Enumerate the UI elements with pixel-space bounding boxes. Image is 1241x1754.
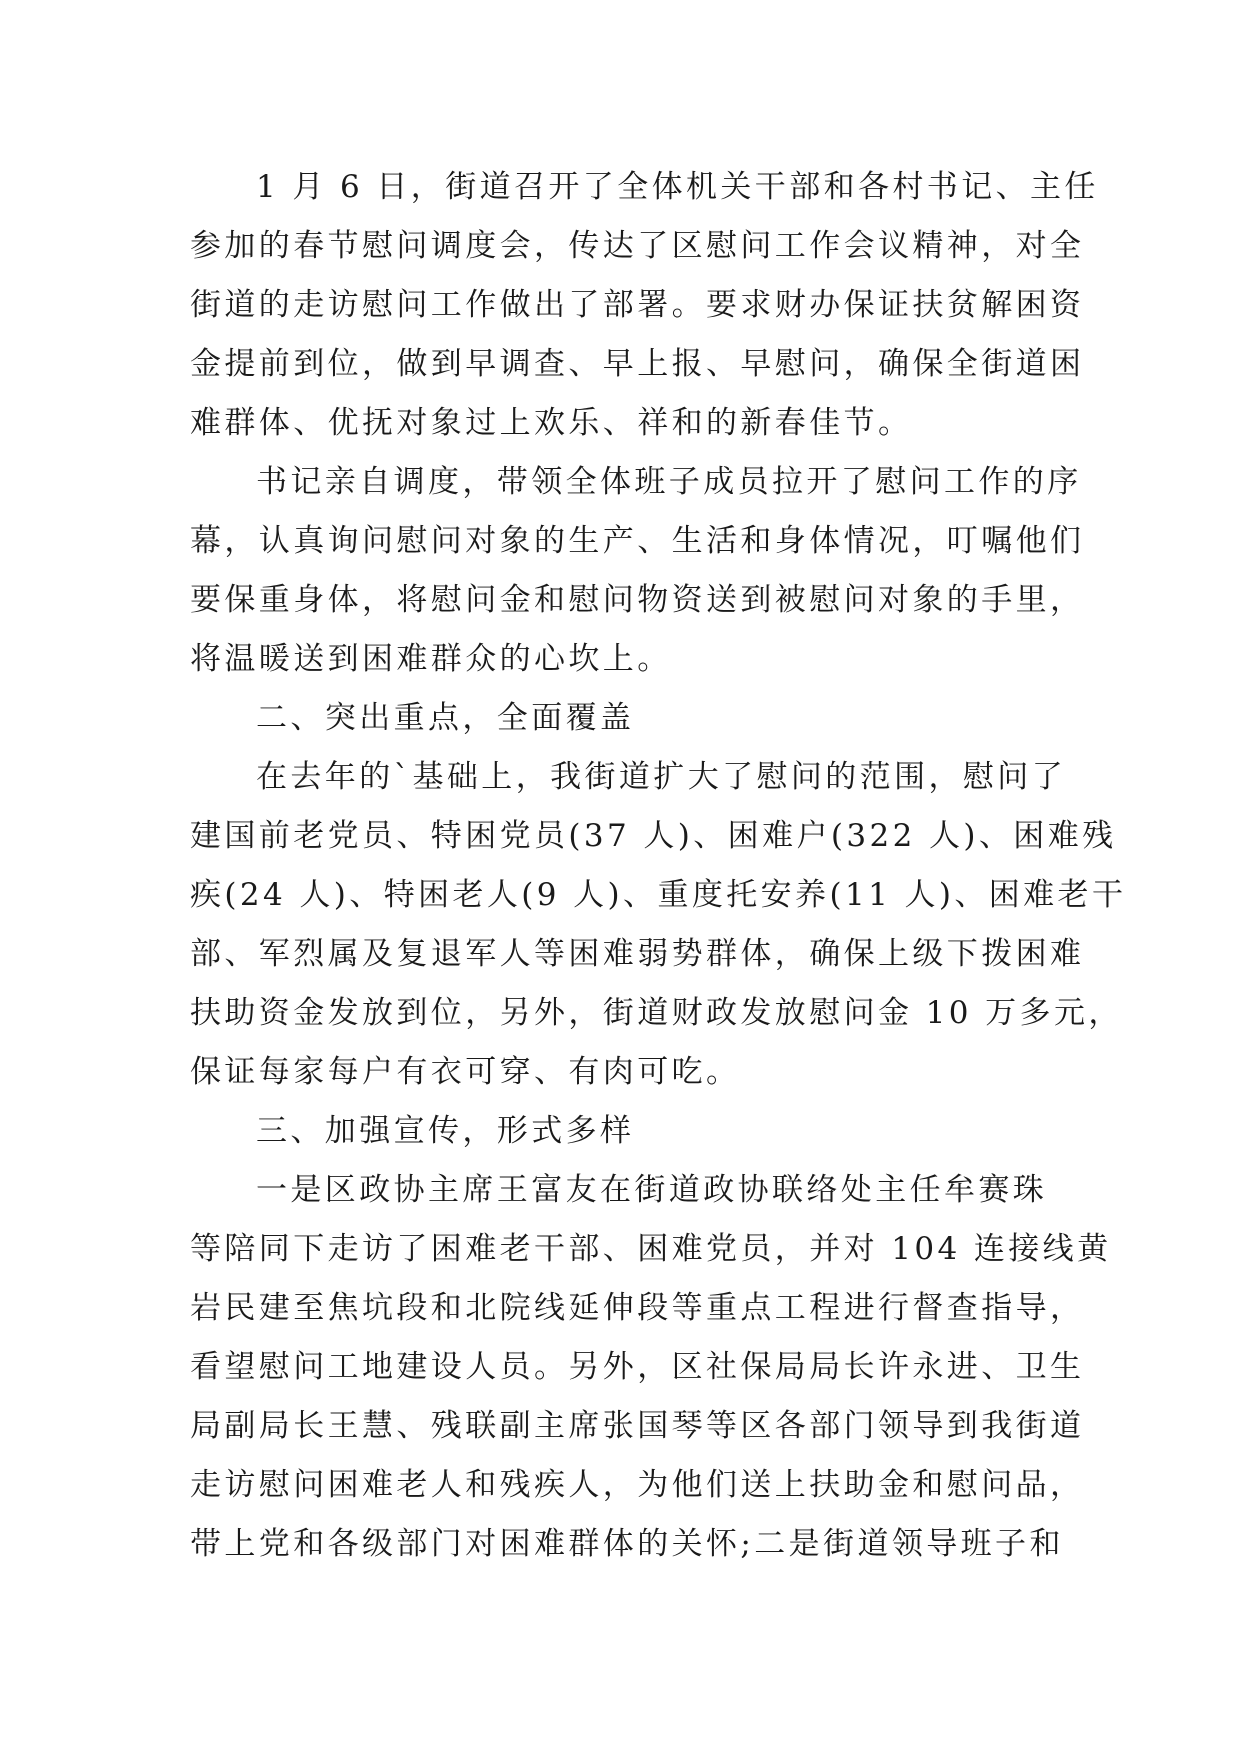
paragraph-3-line-5: 扶助资金发放到位，另外，街道财政发放慰问金 10 万多元，	[190, 995, 1123, 1031]
paragraph-3-line-2: 建国前老党员、特困党员(37 人)、困难户(322 人)、困难残	[190, 818, 1117, 854]
paragraph-4-line-1: 一是区政协主席王富友在街道政协联络处主任牟赛珠	[256, 1172, 1048, 1208]
paragraph-4-line-5: 局副局长王慧、残联副主席张国琴等区各部门领导到我街道	[190, 1408, 1085, 1444]
paragraph-3-line-6: 保证每家每户有衣可穿、有肉可吃。	[190, 1054, 741, 1090]
paragraph-4-line-6: 走访慰问困难老人和残疾人，为他们送上扶助金和慰问品，	[190, 1467, 1085, 1503]
paragraph-2-line-4: 将温暖送到困难群众的心坎上。	[190, 641, 672, 677]
paragraph-1-line-2: 参加的春节慰问调度会，传达了区慰问工作会议精神，对全	[190, 228, 1085, 264]
paragraph-1-line-4: 金提前到位，做到早调查、早上报、早慰问，确保全街道困	[190, 346, 1085, 382]
paragraph-4-line-2: 等陪同下走访了困难老干部、困难党员，并对 104 连接线黄	[190, 1231, 1112, 1267]
paragraph-2-line-3: 要保重身体，将慰问金和慰问物资送到被慰问对象的手里，	[190, 582, 1085, 618]
section-heading-2: 二、突出重点，全面覆盖	[256, 700, 635, 736]
paragraph-3-line-1: 在去年的`基础上，我街道扩大了慰问的范围，慰问了	[256, 759, 1067, 795]
paragraph-3-line-4: 部、军烈属及复退军人等困难弱势群体，确保上级下拨困难	[190, 936, 1085, 972]
section-heading-3: 三、加强宣传，形式多样	[256, 1113, 635, 1149]
paragraph-1-line-3: 街道的走访慰问工作做出了部署。要求财办保证扶贫解困资	[190, 287, 1085, 323]
paragraph-4-line-4: 看望慰问工地建设人员。另外，区社保局局长许永进、卫生	[190, 1349, 1085, 1385]
document-body	[190, 158, 1127, 1574]
paragraph-3-line-3: 疾(24 人)、特困老人(9 人)、重度托安养(11 人)、困难老干	[190, 877, 1127, 913]
paragraph-2-line-2: 幕，认真询问慰问对象的生产、生活和身体情况，叮嘱他们	[190, 523, 1085, 559]
paragraph-4-line-7: 带上党和各级部门对困难群体的关怀;二是街道领导班子和	[190, 1526, 1064, 1562]
paragraph-1-line-1: 1 月 6 日，街道召开了全体机关干部和各村书记、主任	[256, 169, 1099, 205]
paragraph-4-line-3: 岩民建至焦坑段和北院线延伸段等重点工程进行督查指导，	[190, 1290, 1085, 1326]
paragraph-1-line-5: 难群体、优抚对象过上欢乐、祥和的新春佳节。	[190, 405, 913, 441]
paragraph-2-line-1: 书记亲自调度，带领全体班子成员拉开了慰问工作的序	[256, 464, 1082, 500]
